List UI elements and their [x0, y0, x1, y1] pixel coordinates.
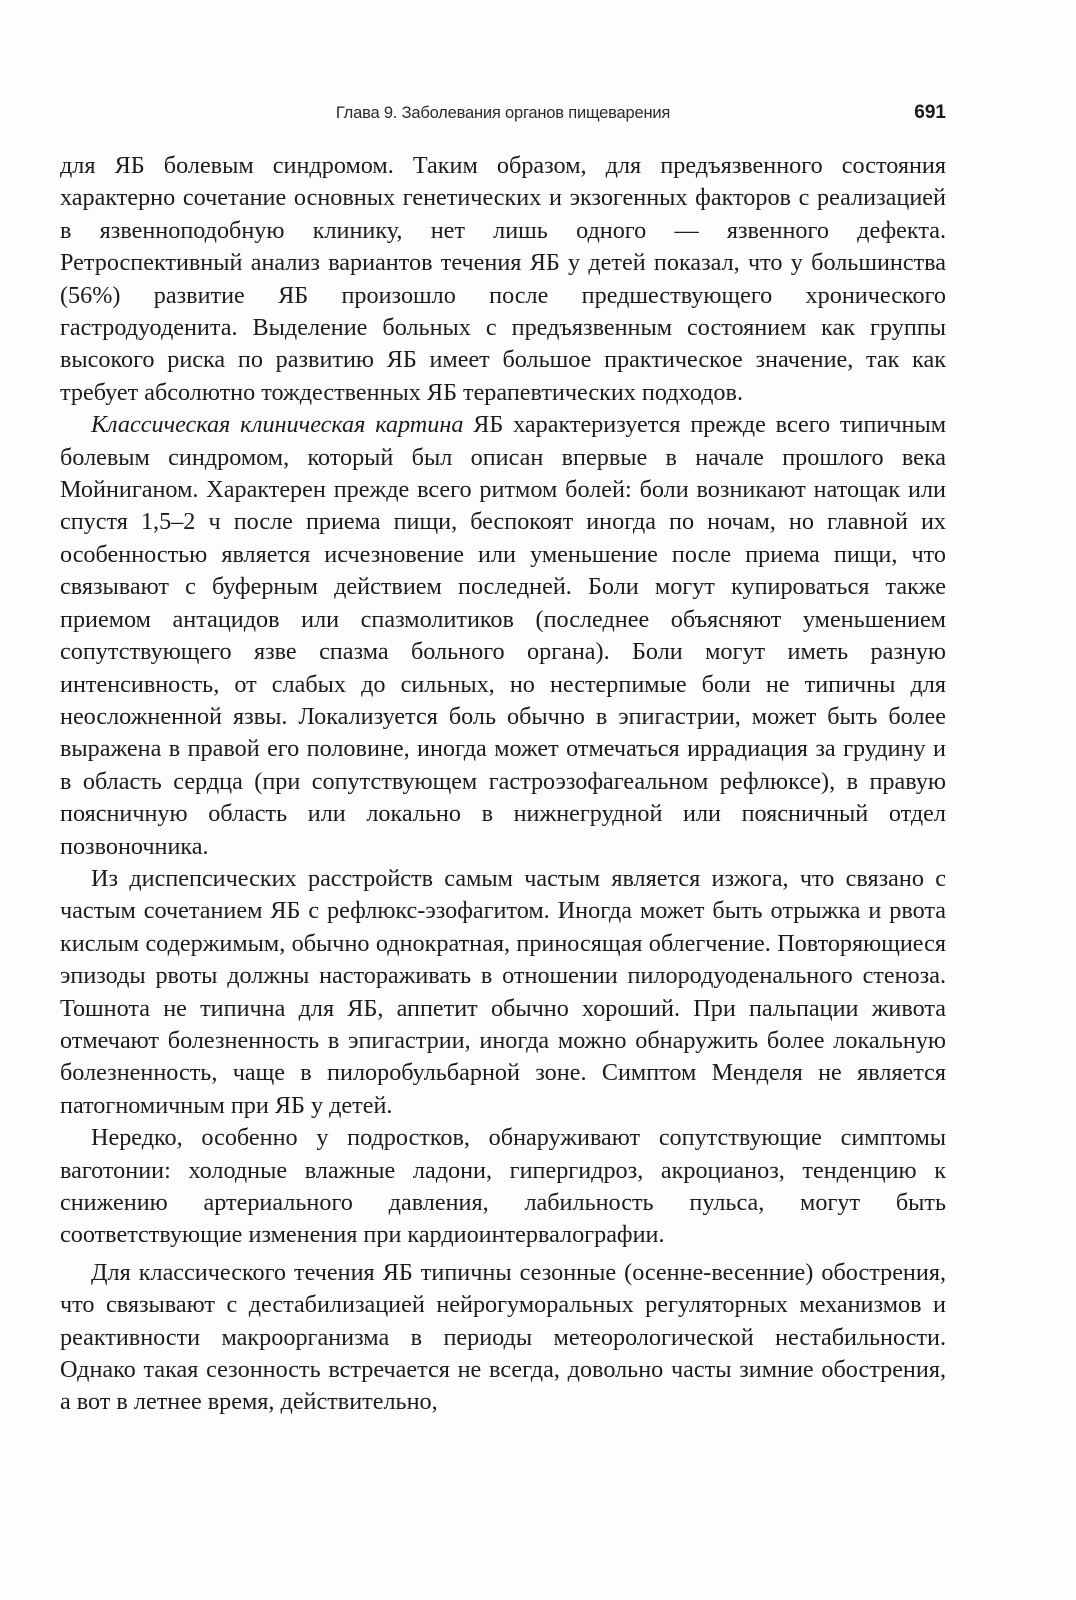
body-text [60, 150, 946, 1419]
paragraph-3-text: Из диспепсических расстройств самым частым является изжога, что связано с частым сочетанием ЯБ с рефлюкс-эзофагитом. Иногда может быть отрыжка и рвота кислым содержимым, обычно однократная, приносящая облегчение. Повторяющиеся эпизоды рвоты должны настораживать в отношении пилородуоденального стеноза. Тошнота не типична для ЯБ, аппетит обычно хороший. При пальпации живота отмечают болезненность в эпигастрии, иногда можно обнаружить более локальную болезненность, чаще в пилоробульбарной зоне. Симптом Менделя не является патогномичным при ЯБ у детей. [60, 864, 946, 1119]
running-header [60, 104, 946, 134]
paragraph-2 [60, 409, 946, 863]
page-number: 691 [914, 102, 946, 123]
paragraph-5-text: Для классического течения ЯБ типичны сезонные (осенне-весенние) обострения, что связывают с дестабилизацией нейрогуморальных регуляторных механизмов и реактивности макроорганизма в периоды метеорологической нестабильности. Однако такая сезонность встречается не всегда, довольно часты зимние обострения, а вот в летнее время, действительно, [60, 1258, 946, 1416]
paragraph-5 [60, 1257, 946, 1419]
paragraph-2-text: ЯБ характеризуется прежде всего типичным болевым синдромом, который был описан впервые в начале прошлого века Мойниганом. Характерен прежде всего ритмом болей: боли возникают натощак или спустя 1,5–2 ч после приема пищи, беспокоят иногда по ночам, но главной их особенностью является исчезновение или уменьшение после приема пищи, что связывают с буферным действием последней. Боли могут купироваться также приемом антацидов или спазмолитиков (последнее объясняют уменьшением сопутствующего язве спазма больного органа). Боли могут иметь разную интенсивность, от слабых до сильных, но нестерпимые боли не типичны для неосложненной язвы. Локализуется боль обычно в эпигастрии, может быть более выражена в правой его половине, иногда может отмечаться иррадиация за грудину и в область сердца (при сопутствующем гастроэзофагеальном рефлюксе), в правую поясничную область или локально в нижнегрудной или поясничный отдел позвоночника. [60, 411, 946, 860]
chapter-running-title: Глава 9. Заболевания органов пищеварения [335, 104, 671, 122]
paragraph-4-text: Нередко, особенно у подростков, обнаруживают сопутствующие симптомы ваготонии: холодные влажные ладони, гипергидроз, акроцианоз, тенденцию к снижению артериального давления, лабильность пульса, могут быть соответствующие изменения при кардиоинтервалографии. [60, 1124, 946, 1249]
paragraph-4 [60, 1122, 946, 1252]
paragraph-1 [60, 150, 946, 409]
paragraph-3 [60, 863, 946, 1122]
paragraph-1-text: для ЯБ болевым синдромом. Таким образом, для предъязвенного состояния характерно сочетание основных генетических и экзогенных факторов с реализацией в язвенноподобную клинику, нет лишь одного — язвенного дефекта. Ретроспективный анализ вариантов течения ЯБ у детей показал, что у большинства (56%) развитие ЯБ произошло после предшествующего хронического гастродуоденита. Выделение больных с предъязвенным состоянием как группы высокого риска по развитию ЯБ имеет большое практическое значение, так как требует абсолютно тождественных ЯБ терапевтических подходов. [60, 152, 946, 406]
paragraph-2-italic-term: Классическая клиническая картина [91, 411, 464, 439]
